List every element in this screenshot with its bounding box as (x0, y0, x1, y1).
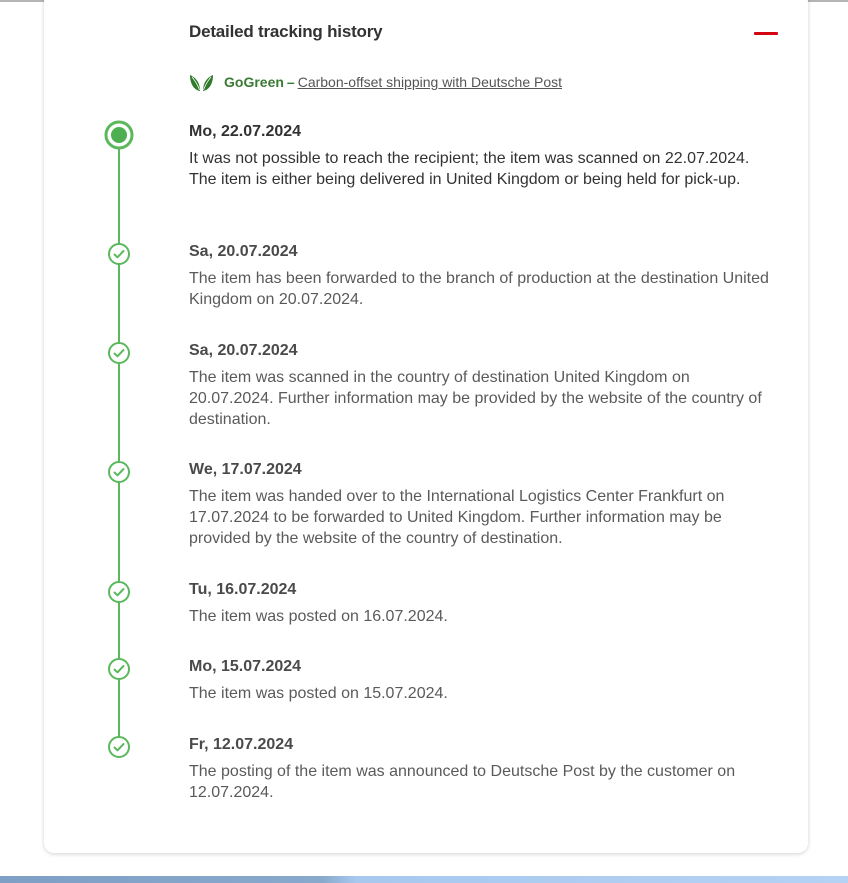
tracking-event (189, 122, 774, 190)
tracking-event (189, 657, 774, 704)
check-circle-icon (107, 657, 131, 681)
event-description: The item was handed over to the International Logistics Center Frankfurt on 17.07.2024 to be forwarded to United Kingdom. Further information may be provided by the website of the country of destination. (189, 488, 725, 547)
event-description: It was not possible to reach the recipient; the item was scanned on 22.07.2024. The item is either being delivered in United Kingdom or being held for pick-up. (189, 150, 750, 188)
event-date: We, 17.07.2024 (189, 461, 302, 478)
section-title: Detailed tracking history (189, 22, 383, 41)
current-status-icon (104, 120, 134, 150)
gogreen-banner (189, 72, 562, 92)
gogreen-separator: – (286, 74, 295, 90)
tracking-event (189, 460, 774, 549)
timeline-line (118, 146, 120, 746)
gogreen-link[interactable]: Carbon-offset shipping with Deutsche Post (297, 74, 563, 90)
tracking-event (189, 735, 774, 803)
check-circle-icon (107, 580, 131, 604)
leaf-icon (189, 72, 214, 92)
event-date: Mo, 22.07.2024 (189, 123, 302, 140)
event-description: The item has been forwarded to the branch of production at the destination United Kingdom on 20.07.2024. (189, 270, 769, 308)
event-date: Sa, 20.07.2024 (189, 243, 298, 260)
event-description: The item was posted on 15.07.2024. (189, 685, 448, 702)
taskbar-strip (0, 876, 848, 883)
check-circle-icon (107, 460, 131, 484)
check-circle-icon (107, 242, 131, 266)
check-circle-icon (107, 735, 131, 759)
gogreen-label: GoGreen (224, 74, 284, 90)
check-circle-icon (107, 341, 131, 365)
event-date: Fr, 12.07.2024 (189, 736, 294, 753)
event-date: Mo, 15.07.2024 (189, 658, 302, 675)
tracking-event (189, 580, 774, 627)
event-description: The posting of the item was announced to Deutsche Post by the customer on 12.07.2024. (189, 763, 736, 801)
event-date: Sa, 20.07.2024 (189, 342, 298, 359)
tracking-event (189, 341, 774, 430)
event-description: The item was posted on 16.07.2024. (189, 608, 448, 625)
event-description: The item was scanned in the country of destination United Kingdom on 20.07.2024. Further information may be provided by the website of the country of destination. (189, 369, 762, 428)
collapse-minus-icon[interactable] (754, 32, 778, 35)
event-date: Tu, 16.07.2024 (189, 581, 297, 598)
tracking-event (189, 242, 774, 310)
